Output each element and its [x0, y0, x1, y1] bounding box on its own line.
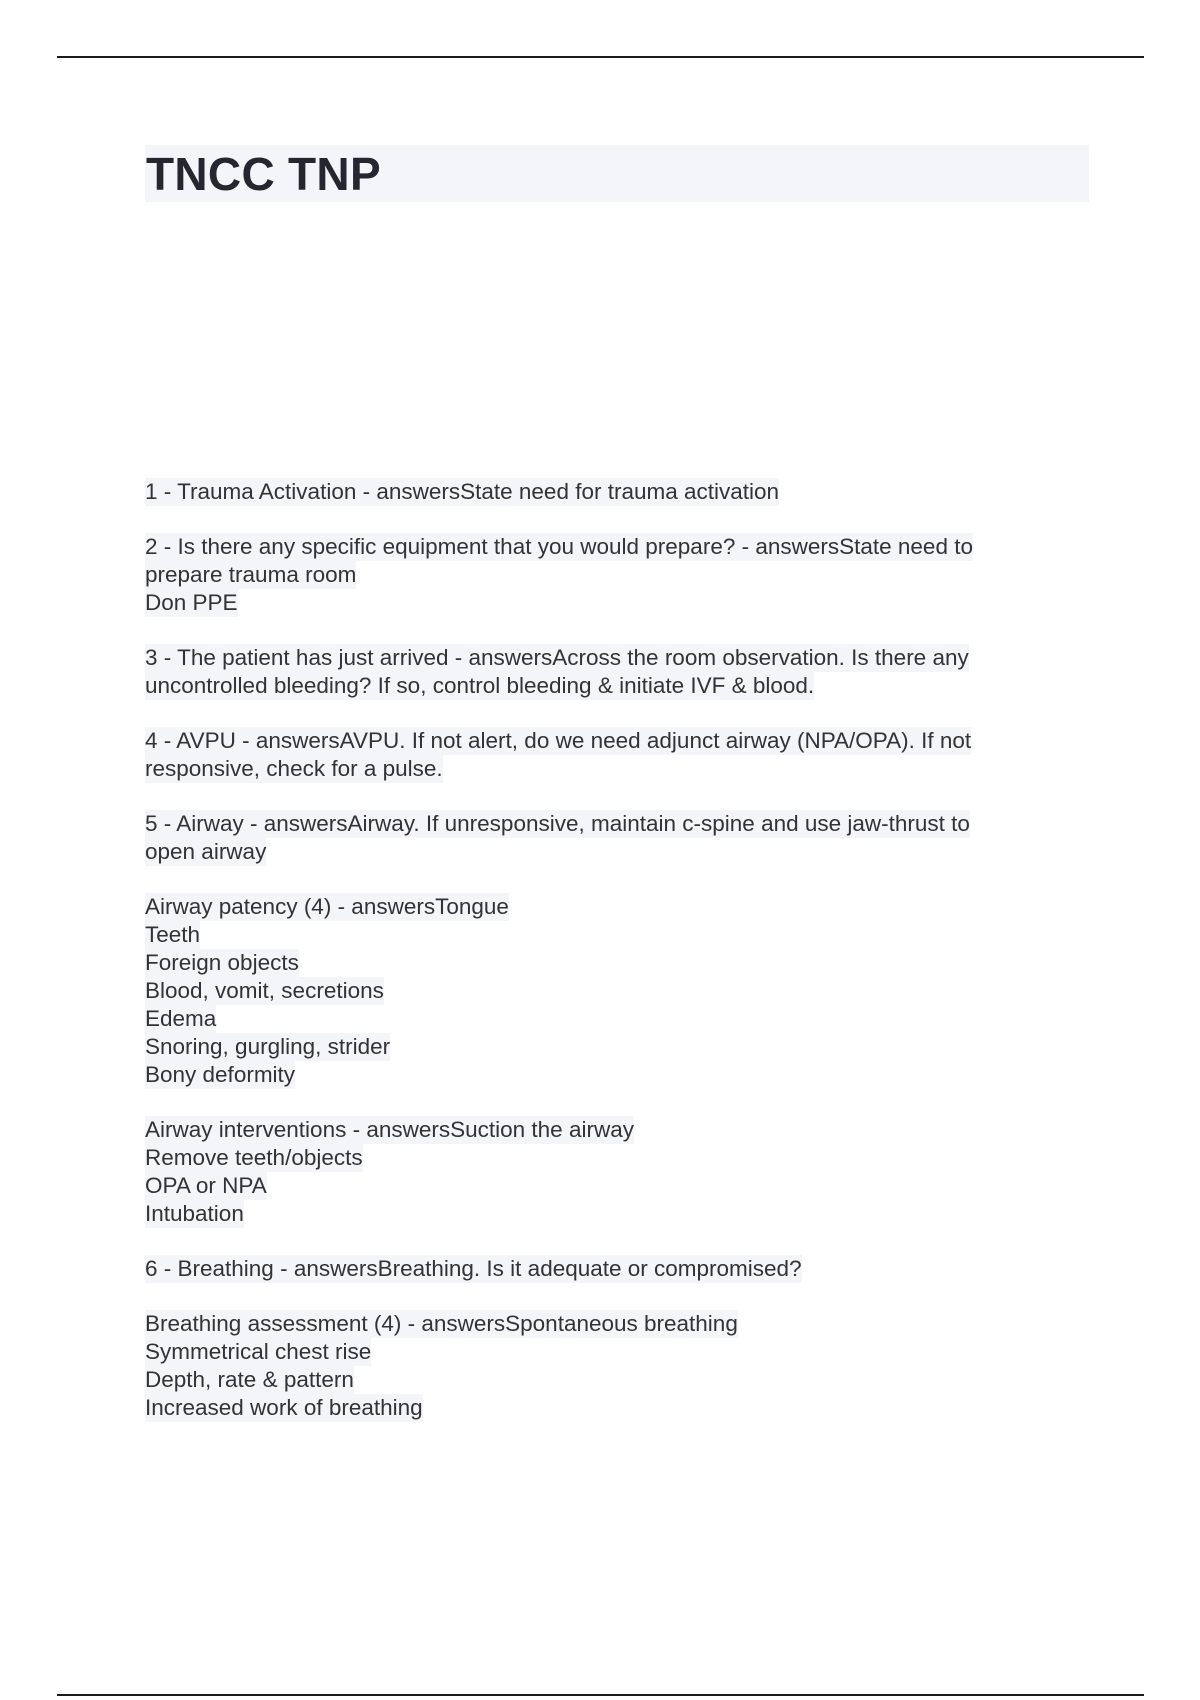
text-line: responsive, check for a pulse.: [145, 756, 443, 781]
qa-block-trauma-activation: [145, 478, 1065, 506]
text-line: Breathing assessment (4) - answersSpontaneous breathing: [145, 1311, 738, 1336]
text-line: Airway patency (4) - answersTongue: [145, 894, 509, 919]
text-line: 2 - Is there any specific equipment that you would prepare? - answersState need to: [145, 534, 973, 559]
text-line: Remove teeth/objects: [145, 1145, 363, 1170]
text-line: prepare trauma room: [145, 562, 357, 587]
text-line: 1 - Trauma Activation - answersState need for trauma activation: [145, 479, 780, 504]
text-line: open airway: [145, 839, 267, 864]
qa-block-airway-interventions: [145, 1116, 1065, 1228]
document-title: TNCC TNP: [146, 148, 381, 200]
qa-block-breathing-assessment: [145, 1310, 1065, 1422]
text-line: Blood, vomit, secretions: [145, 978, 384, 1003]
top-divider: [57, 56, 1144, 58]
qa-block-avpu: [145, 727, 1065, 783]
text-line: Symmetrical chest rise: [145, 1339, 372, 1364]
text-line: Teeth: [145, 922, 201, 947]
text-line: 4 - AVPU - answersAVPU. If not alert, do we need adjunct airway (NPA/OPA). If not: [145, 728, 972, 753]
text-line: Bony deformity: [145, 1062, 296, 1087]
text-line: uncontrolled bleeding? If so, control bleeding & initiate IVF & blood.: [145, 673, 815, 698]
text-line: Increased work of breathing: [145, 1395, 423, 1420]
bottom-divider: [57, 1694, 1144, 1696]
qa-block-airway-patency: [145, 893, 1065, 1089]
text-line: Edema: [145, 1006, 217, 1031]
document-body: [145, 478, 1065, 1449]
text-line: Intubation: [145, 1201, 244, 1226]
text-line: Depth, rate & pattern: [145, 1367, 354, 1392]
qa-block-breathing: [145, 1255, 1065, 1283]
qa-block-equipment: [145, 533, 1065, 617]
text-line: Don PPE: [145, 590, 238, 615]
qa-block-airway: [145, 810, 1065, 866]
text-line: Airway interventions - answersSuction the airway: [145, 1117, 634, 1142]
qa-block-patient-arrived: [145, 644, 1065, 700]
text-line: 3 - The patient has just arrived - answersAcross the room observation. Is there any: [145, 645, 969, 670]
text-line: Foreign objects: [145, 950, 299, 975]
text-line: Snoring, gurgling, strider: [145, 1034, 391, 1059]
text-line: OPA or NPA: [145, 1173, 267, 1198]
text-line: 6 - Breathing - answersBreathing. Is it adequate or compromised?: [145, 1256, 802, 1281]
text-line: 5 - Airway - answersAirway. If unresponsive, maintain c-spine and use jaw-thrust to: [145, 811, 970, 836]
